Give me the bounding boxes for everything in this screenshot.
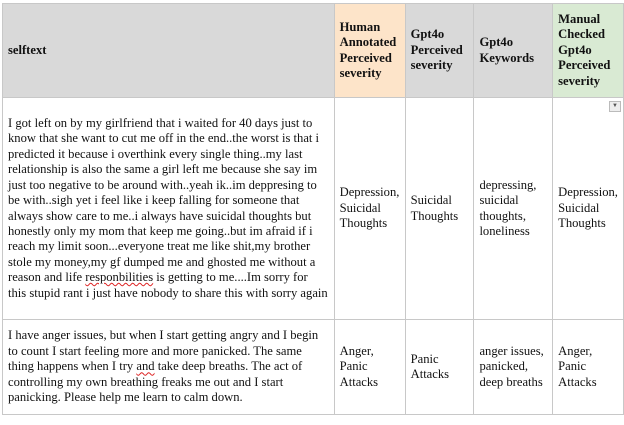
gpt4o-keywords-cell[interactable]: anger issues, panicked, deep breaths (474, 320, 553, 415)
header-selftext[interactable]: selftext (3, 4, 335, 98)
selftext-cell[interactable] (3, 320, 335, 415)
header-gpt4o-keywords[interactable]: Gpt4o Keywords (474, 4, 553, 98)
manual-severity-cell[interactable]: Anger, Panic Attacks (553, 320, 624, 415)
spellcheck-flagged-word: and (136, 359, 155, 374)
selftext-part: I have anger issues, but when I start getting angry and I begin to count I start feeling more and more panicked. The same thing happens when I try (8, 328, 319, 374)
header-gpt4o-severity[interactable]: Gpt4o Perceived severity (405, 4, 474, 98)
selftext-part: take deep breaths. The act of controlling my own breathing freaks me out and I start panicking. Please help me learn to calm down. (8, 359, 303, 405)
selftext-part: is getting to me....Im sorry for this stupid rant i just have nobody to share this with sorry again (8, 270, 328, 300)
selftext-part: I got left on by my girlfriend that i waited for 40 days just to know that she want to cut me off in the end..the worst is that i predicted it because i overthink every single thing..my last relationship is also the same a girl left me because she say im just too negative to be around with..yeah ik..im deppresing to be with..sigh yet i feel like i keep falling for someone that always show care to me..i always have suicidal thoughts but honestly only my mom that keep me going..but im afraid if i reach my limit soon...everyone treat me like shit,my brother stole my money,my gf dumped me and ghosted me without a reason and life (8, 116, 320, 285)
selftext-cell[interactable] (3, 98, 335, 320)
header-manual-severity[interactable]: Manual Checked Gpt4o Perceived severity (553, 4, 624, 98)
gpt4o-keywords-cell[interactable]: depressing, suicidal thoughts, loneliness (474, 98, 553, 320)
header-human-severity[interactable]: Human Annotated Perceived severity (334, 4, 405, 98)
data-table (2, 3, 624, 415)
gpt4o-severity-cell[interactable]: Suicidal Thoughts (405, 98, 474, 320)
manual-severity-cell[interactable] (553, 98, 624, 320)
dropdown-arrow-icon[interactable]: ▼ (609, 101, 621, 112)
cell-text: Depression, Suicidal Thoughts (558, 185, 618, 231)
table-row (3, 98, 624, 320)
header-row (3, 4, 624, 98)
gpt4o-severity-cell[interactable]: Panic Attacks (405, 320, 474, 415)
human-severity-cell[interactable]: Depression, Suicidal Thoughts (334, 98, 405, 320)
selftext-part: responbilities (85, 270, 154, 285)
table-row (3, 320, 624, 415)
human-severity-cell[interactable]: Anger, Panic Attacks (334, 320, 405, 415)
